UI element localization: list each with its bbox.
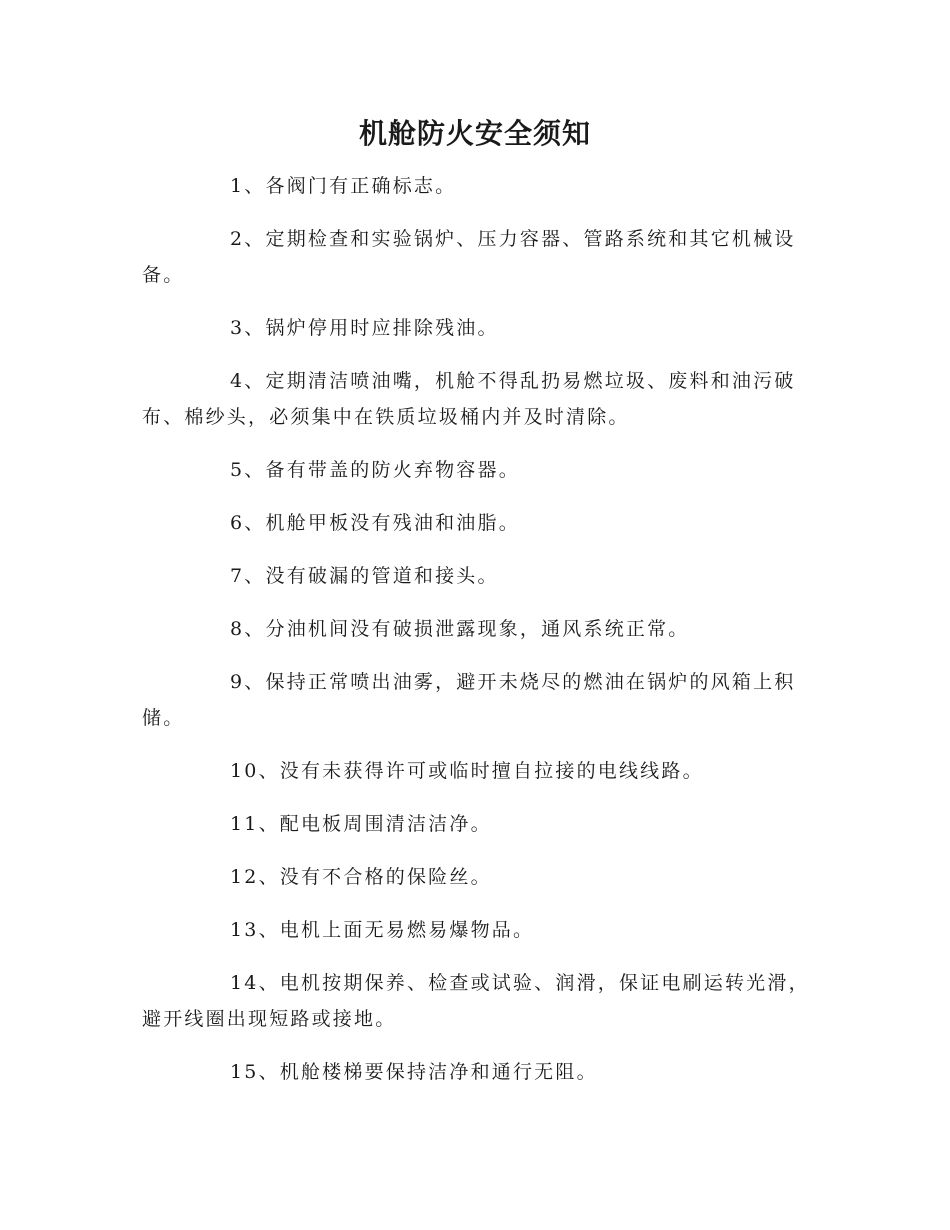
item-number: 9、 [230,671,266,693]
item-text: 机舱甲板没有残油和油脂。 [265,512,520,534]
item-text: 没有未获得许可或临时擅自拉接的电线线路。 [279,760,704,782]
item-text: 备有带盖的防火弃物容器。 [265,459,520,481]
list-item [142,806,810,842]
item-number: 5、 [230,459,266,481]
item-text: 定期清洁喷油嘴，机舱不得乱扔易燃垃圾、废料和油污破布、棉纱头，必须集中在铁质垃圾桶内并及时清除。 [142,370,796,428]
list-item [142,310,810,346]
item-text: 定期检查和实验锅炉、压力容器、管路系统和其它机械设备。 [142,228,796,286]
item-text: 电机上面无易燃易爆物品。 [279,919,535,941]
item-text: 配电板周围清洁洁净。 [279,813,492,835]
item-number: 1、 [230,175,266,197]
item-text: 分油机间没有破损泄露现象，通风系统正常。 [265,618,690,640]
list-item [142,558,810,594]
list-item [142,168,810,204]
item-number: 11、 [230,813,280,835]
page-title: 机舱防火安全须知 [358,117,591,150]
item-number: 8、 [230,618,266,640]
list-item [142,363,810,435]
notice-list [142,168,810,1107]
list-item [142,221,810,293]
item-number: 13、 [230,919,280,941]
list-item [142,611,810,647]
list-item [142,859,810,895]
item-text: 各阀门有正确标志。 [265,175,457,197]
item-number: 14、 [230,972,280,994]
item-text: 没有不合格的保险丝。 [279,866,492,888]
item-number: 4、 [230,370,266,392]
list-item [142,505,810,541]
item-number: 12、 [230,866,280,888]
item-number: 3、 [230,317,266,339]
list-item [142,753,810,789]
item-number: 2、 [230,228,266,250]
list-item [142,912,810,948]
item-text: 机舱楼梯要保持洁净和通行无阻。 [279,1061,598,1083]
item-number: 10、 [230,760,280,782]
list-item [142,452,810,488]
item-number: 15、 [230,1061,280,1083]
item-text: 没有破漏的管道和接头。 [265,565,499,587]
item-number: 6、 [230,512,266,534]
item-text: 锅炉停用时应排除残油。 [265,317,499,339]
list-item [142,664,810,736]
item-text: 电机按期保养、检查或试验、润滑，保证电刷运转光滑，避开线圈出现短路或接地。 [142,972,810,1030]
item-text: 保持正常喷出油雾，避开未烧尽的燃油在锅炉的风箱上积储。 [142,671,796,729]
list-item [142,965,810,1037]
list-item [142,1054,810,1090]
item-number: 7、 [230,565,266,587]
